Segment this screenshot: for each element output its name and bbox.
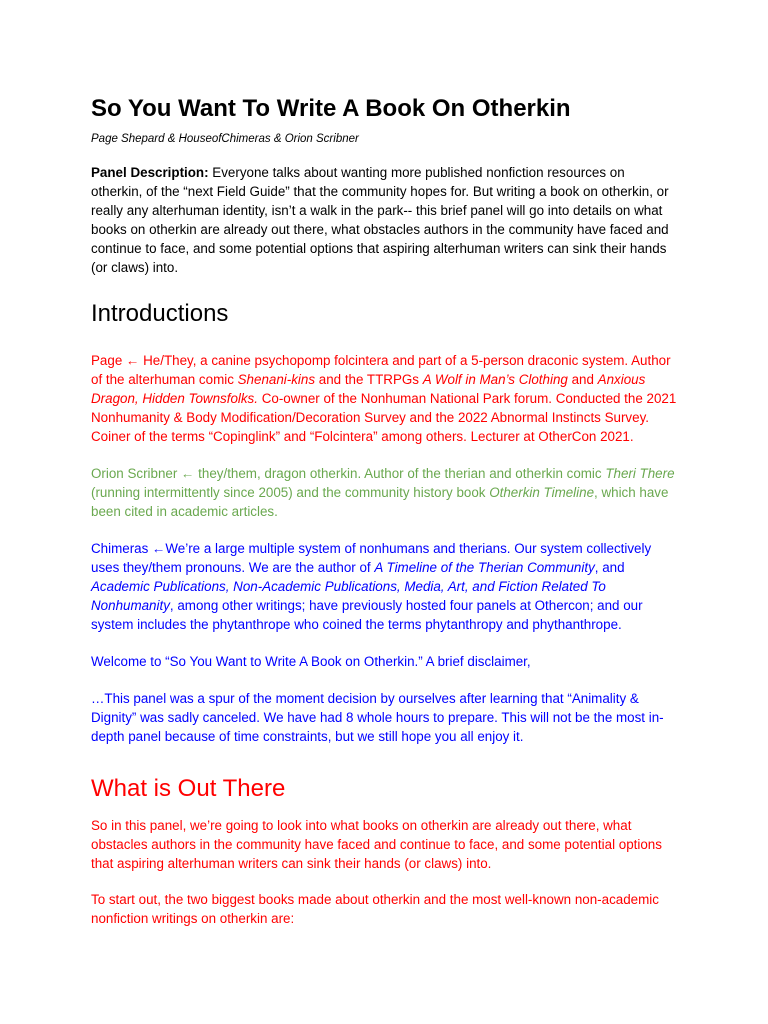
chimeras-bio <box>91 539 678 634</box>
orion-bio-text-3: , which have been cited in academic articles. <box>91 485 669 519</box>
page-bio-title-1: Shenani-kins <box>237 372 316 387</box>
disclaimer-paragraph: …This panel was a spur of the moment decision by ourselves after learning that “Animality & Dignity” was sadly canceled. We have had 8 whole hours to prepare. This will not be the most in-depth panel because of time constraints, but we still hope you all enjoy it. <box>91 691 664 744</box>
author-line: Page Shepard & HouseofChimeras & Orion Scribner <box>91 133 359 145</box>
chimeras-bio-text-2: , and <box>594 560 625 575</box>
out-there-paragraph-1: So in this panel, we’re going to look into what books on otherkin are already out there, what obstacles authors in the community have faced and continue to face, and some potential options that aspiring alterhuman writers can sink their hands (or claws) into. <box>91 818 662 871</box>
welcome-paragraph: Welcome to “So You Want to Write A Book on Otherkin.” A brief disclaimer, <box>91 654 531 669</box>
panel-description-label: Panel Description: <box>91 165 209 180</box>
introductions-heading: Introductions <box>91 300 229 327</box>
chimeras-bio-text-1: Chimeras ←We’re a large multiple system of nonhumans and therians. Our system collectively uses they/them pronouns. We are the author of <box>91 541 652 575</box>
page-bio-text-4: Co-owner of the Nonhuman National Park forum. Conducted the 2021 Nonhumanity & Body Modification/Decoration Survey and the 2022 Abnormal Instincts Survey. Coiner of the terms “Copinglink” and “Folcintera” among others. Lecturer at OtherCon 2021. <box>91 391 677 444</box>
orion-bio-text-1: Orion Scribner ← they/them, dragon otherkin. Author of the therian and otherkin comic <box>91 466 606 481</box>
orion-bio-title-2: Otherkin Timeline <box>489 485 595 500</box>
panel-description <box>91 163 678 277</box>
chimeras-bio-title-1: A Timeline of the Therian Community <box>374 560 595 575</box>
orion-bio-title-1: Theri There <box>605 466 675 481</box>
document-title: So You Want To Write A Book On Otherkin <box>91 95 571 122</box>
out-there-paragraph-2: To start out, the two biggest books made about otherkin and the most well-known non-academic nonfiction writings on otherkin are: <box>91 892 659 926</box>
page-bio-text-2: and the TTRPGs <box>315 372 423 387</box>
orion-bio-text-2: (running intermittently since 2005) and the community history book <box>91 485 490 500</box>
page-bio-text-1: Page ← He/They, a canine psychopomp folcintera and part of a 5-person draconic system. Author of the alterhuman comic <box>91 353 671 387</box>
orion-bio <box>91 464 678 521</box>
panel-description-text: Everyone talks about wanting more published nonfiction resources on otherkin, of the “next Field Guide” that the community hopes for. But writing a book on otherkin, or really any alterhuman identity, isn’t a walk in the park-- this brief panel will go into details on what books on otherkin are already out there, what obstacles authors in the community have faced and continue to face, and some potential options that aspiring alterhuman writers can sink their hands (or claws) into. <box>91 165 669 275</box>
what-is-out-there-heading: What is Out There <box>91 775 286 802</box>
page-bio-title-3: Anxious Dragon, Hidden Townsfolks. <box>91 372 646 406</box>
chimeras-bio-text-3: , among other writings; have previously hosted four panels at Othercon; and our system includes the phytanthrope who coined the terms phytanthropy and phythanthrope. <box>91 598 643 632</box>
page-bio-title-2: A Wolf in Man’s Clothing <box>422 372 568 387</box>
chimeras-bio-title-2: Academic Publications, Non-Academic Publications, Media, Art, and Fiction Related To Nonhumanity <box>91 579 606 613</box>
page-bio <box>91 351 678 446</box>
page-bio-text-3: and <box>567 372 598 387</box>
